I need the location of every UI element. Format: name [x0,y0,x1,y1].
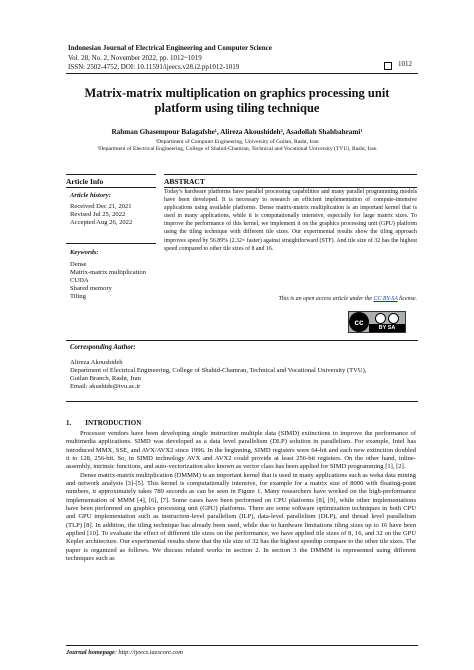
corresponding-rule-bottom [66,401,418,402]
history-label: Article history: [70,192,111,199]
license-line [164,296,417,302]
keywords-label: Keywords: [70,249,99,256]
keyword-item: Tiling [70,293,86,301]
corresponding-email: Email: akushide@tvu.ac.ir [70,383,141,391]
keywords-block [70,249,146,302]
corresponding-branch: Guilan Branch, Rasht, Iran [70,375,141,383]
abstract-rule-top [164,174,417,175]
revised-date: Revised Jul 25, 2022 [70,211,126,219]
intro-paragraph-2: Dense matrix-matrix multiplication (DMMM) is an important kernel that is used in many applications such as weka data mining and network analysis [3]-[5]. This kernel is computationally intensive, for example for a matrix size of 8000 with floating-point numbers, it approximately takes 789 seconds as can be seen in Figure 1. Many researchers have worked on the high-performance implementation of MMM [4], [6], [7]. Some cases have been performed on CPU platforms [8], [9], while other implementations have been performed on graphics processing unit (GPU) platforms. There are some software optimization techniques in both CPU and GPU implementation such as instruction-level parallelism (ILP), data-level parallelism (DLP), and thread level parallelism (TLP) [8]. In addition, the tiling technique has already been used, while due to hardware limitations tiling sizes up to 16 have been applied [10]. To evaluate the effect of different tile sizes on the performance, we have applied tile sizes of 8, 16, and 32 on the GPU Kepler architecture. Our experimental results show that the tile size of 32 has the highest speedup compare to the other tile sizes. The paper is organized as follows. We discuss related works in section 2. In section 3 the DMMM is represented using different techniques such as [66,471,417,563]
corresponding-name: Alireza Akoushideh [70,359,123,366]
accepted-date: Accepted Aug 26, 2022 [70,219,133,227]
footer-label: Journal homepage [66,649,115,656]
keyword-item: Matrix-matrix multiplication [70,269,146,277]
issn-line: ISSN: 2502-4752, DOI: 10.11591/ijeecs.v28.i2.pp1012-1019 [68,63,240,71]
received-date: Received Dec 21, 2021 [70,203,132,211]
article-info-rule-top [66,174,156,175]
introduction-body [66,430,416,564]
attribution-icon [375,313,386,324]
footer-url[interactable]: : http://ijeecs.iaescore.com [114,649,183,656]
article-history [70,192,132,227]
corresponding-rule-top [66,340,418,341]
corresponding-dept: Department of Electrical Engineering, College of Shahid-Chamran, Technical and Vocational University (TVU), [70,367,367,375]
keyword-item: CUDA [70,277,89,285]
journal-footer [66,649,183,656]
introduction-heading: 1. INTRODUCTION [66,419,142,427]
footer-rule [66,645,418,646]
cc-icon: cc [349,312,369,332]
corresponding-details [70,359,367,391]
keyword-item: Dense [70,261,87,269]
affiliation-1: ¹Department of Computer Engineering, University of Guilan, Rasht, Iran [155,139,319,145]
abstract-heading: ABSTRACT [164,177,205,186]
author-list: Rahman Ghasempour Balagafshe¹, Alireza Akoushideh², Asadollah Shahbahrami¹ [111,128,363,136]
journal-header [68,44,272,73]
license-suffix: license. [397,296,417,302]
paper-title: Matrix-matrix multiplication on graphics processing unit platform using tiling technique [84,86,390,115]
journal-name: Indonesian Journal of Electrical Engineering and Computer Science [68,44,272,52]
license-prefix: This is an open access article under the [278,296,374,302]
cc-license-badge[interactable] [348,311,406,333]
intro-paragraph-1: Processor vendors have been developing single instruction multiple data (SIMD) extinctions to improve the performance of multimedia applications. SIMD was developed as a data level parallelism (DLP) solution in parallelism. For example, Intel has introduced MMX, SSE, and AVX/AVX2 since 1996. In the beginning, SIMD registers were 64-bit and each new extinction doubled it to 128, 256-bit. So, in SIMD technology AVX and AVX2 could provide at least 256-bit registers. On the other hand, inline-assembly, intrinsic functions, and auto-vectorization also known as vector class has been applied for SIMD programming [1], [2]. [66,430,416,471]
badge-label: BY SA [369,324,405,332]
affiliation-2: ²Department of Electrical Engineering, College of Shahid-Chamran, Technical and Vocational University (TVU), Rasht, Iran [97,146,377,152]
keywords-rule [66,243,156,244]
corresponding-heading: Corresponding Author: [70,344,136,351]
volume-line: Vol. 28, No. 2, November 2022, pp. 1012~1019 [68,53,202,62]
page-number: 1012 [398,60,412,68]
share-alike-icon [388,313,399,324]
page-box-icon [384,62,392,70]
article-info-heading: Article Info [66,177,104,186]
article-info-rule-mid [66,187,156,188]
abstract-text: Today’s hardware platforms have parallel processing capabilities and many parallel programming models have been developed. It is necessary to research an efficient implementation of compute-intensive applications using available platforms. Dense matrix-matrix multiplication is an important kernel that is used in many applications, while it is computationally intensive, especially for large matrix sizes. To improve the performance of this kernel, we implement it on the graphics processing unit (GPU) platform using the tiling technique with different tile sizes. Our experimental results show the tiling approach improves speed by 56.89% (2.32× faster) against straightforward (STF). And tile size of 32 has the highest speed compared to other tile sizes of 8 and 16. [164,189,417,252]
keyword-item: Shared memory [70,285,112,293]
header-rule [66,73,418,74]
license-link[interactable]: CC BY-SA [373,296,398,302]
